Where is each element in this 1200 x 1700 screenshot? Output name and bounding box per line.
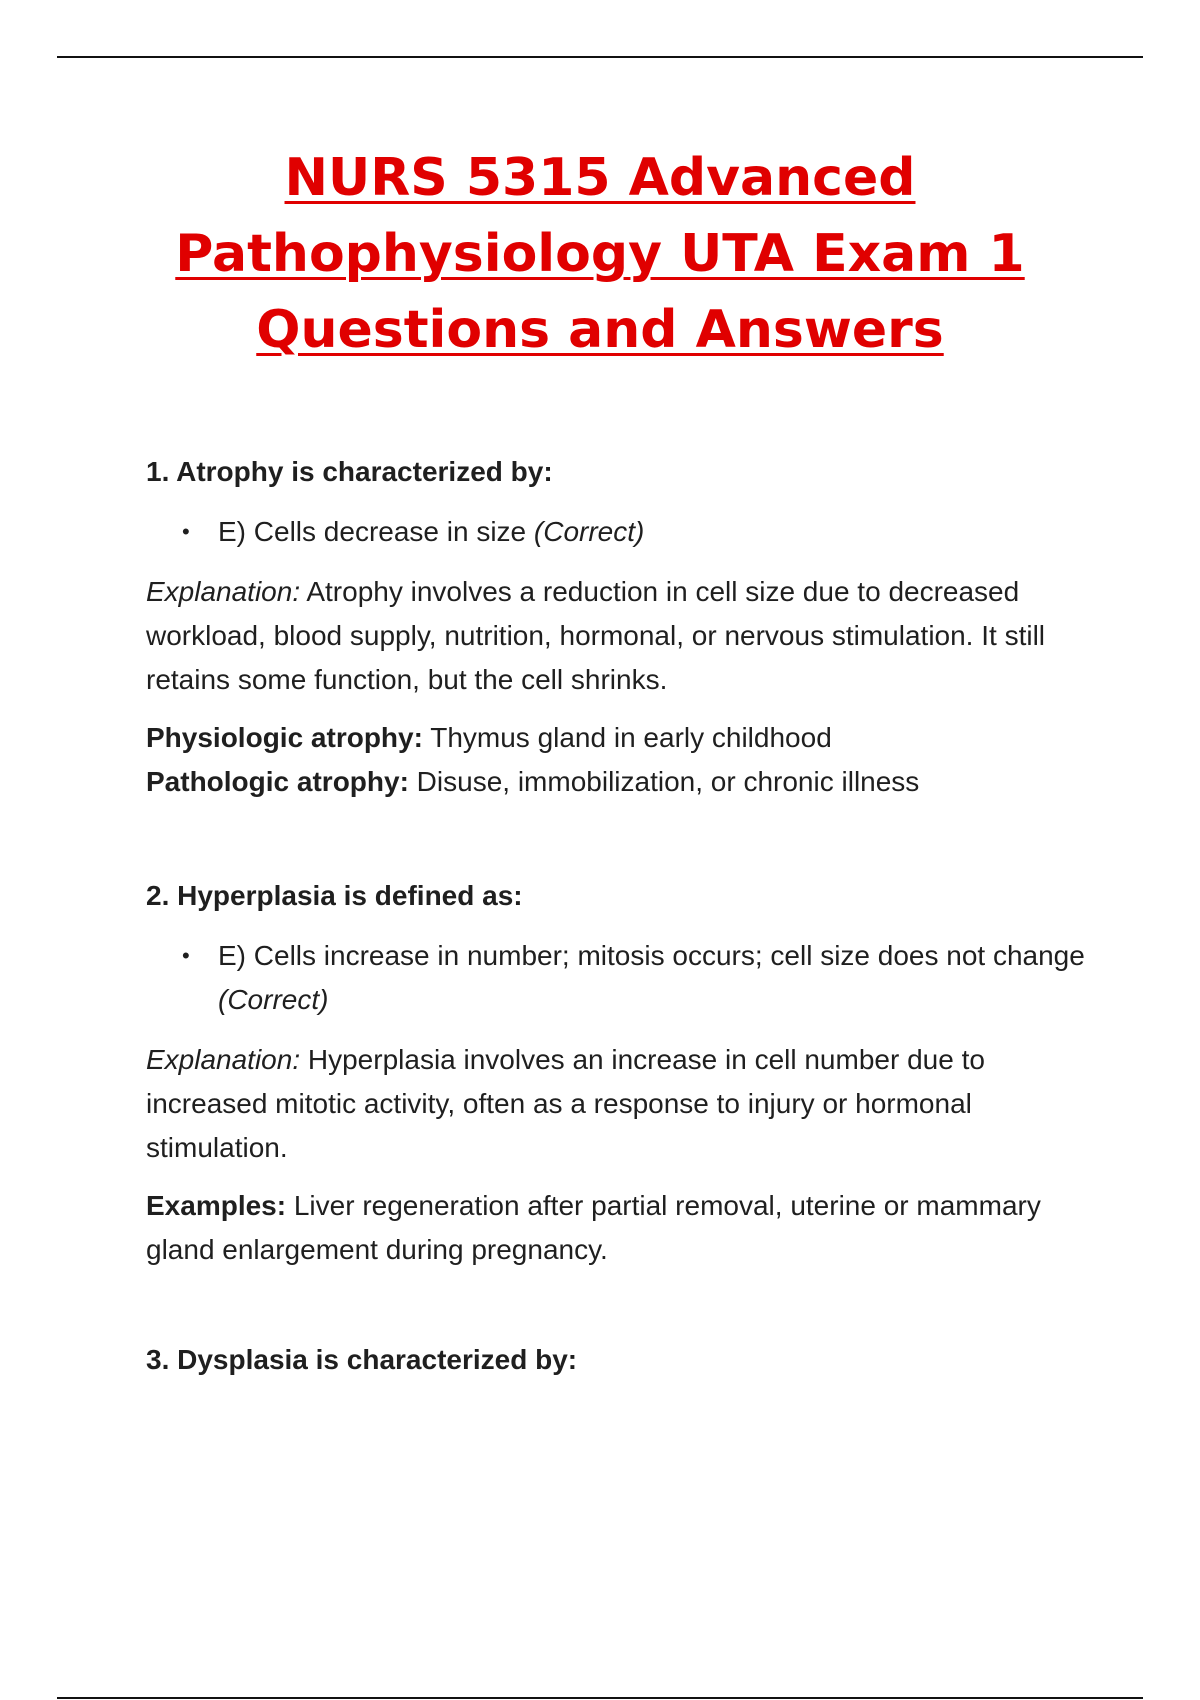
detail-text: Disuse, immobilization, or chronic illness (408, 766, 920, 797)
examples-label: Examples: (146, 1190, 287, 1221)
correct-tag: (Correct) (533, 516, 645, 547)
correct-tag: (Correct) (218, 984, 329, 1015)
answer-list (146, 510, 1096, 554)
answer-item (146, 510, 1096, 554)
answer-text: E) Cells increase in number; mitosis occurs; cell size does not change (218, 940, 1085, 971)
document-body (146, 450, 1096, 1382)
explanation-label: Explanation: (146, 1044, 301, 1075)
examples-text: Liver regeneration after partial removal, uterine or mammary gland enlargement during pregnancy. (146, 1190, 1041, 1265)
question-title: 2. Hyperplasia is defined as: (146, 880, 523, 911)
detail-text: Thymus gland in early childhood (422, 722, 832, 753)
detail-line (146, 760, 1096, 804)
question-title: 3. Dysplasia is characterized by: (146, 1344, 578, 1375)
question-1 (146, 450, 1096, 804)
explanation (146, 570, 1096, 702)
explanation-text: Atrophy involves a reduction in cell size due to decreased workload, blood supply, nutrition, hormonal, or nervous stimulation. It still retains some function, but the cell shrinks. (146, 576, 1046, 695)
title-line-2: Pathophysiology UTA Exam 1 (175, 224, 1025, 284)
bullet-icon: • (182, 943, 190, 968)
question-2 (146, 874, 1096, 1272)
explanation-text: Hyperplasia involves an increase in cell number due to increased mitotic activity, often as a response to injury or hormonal stimulation. (146, 1044, 985, 1163)
detail-block (146, 716, 1096, 804)
answer-item (146, 934, 1096, 1022)
answer-text: E) Cells decrease in size (218, 516, 527, 547)
question-3 (146, 1338, 1096, 1382)
top-rule (57, 56, 1143, 58)
explanation-label: Explanation: (146, 576, 301, 607)
answer-list (146, 934, 1096, 1022)
examples (146, 1184, 1096, 1272)
explanation (146, 1038, 1096, 1170)
document-title (100, 140, 1100, 368)
detail-label: Pathologic atrophy: (146, 766, 409, 797)
title-line-3: Questions and Answers (256, 300, 944, 360)
question-title: 1. Atrophy is characterized by: (146, 456, 553, 487)
bullet-icon: • (182, 519, 190, 544)
detail-label: Physiologic atrophy: (146, 722, 423, 753)
section-spacer (146, 804, 1096, 874)
title-line-1: NURS 5315 Advanced (284, 148, 916, 208)
detail-line (146, 716, 1096, 760)
section-spacer (146, 1272, 1096, 1338)
bottom-rule (57, 1697, 1143, 1699)
